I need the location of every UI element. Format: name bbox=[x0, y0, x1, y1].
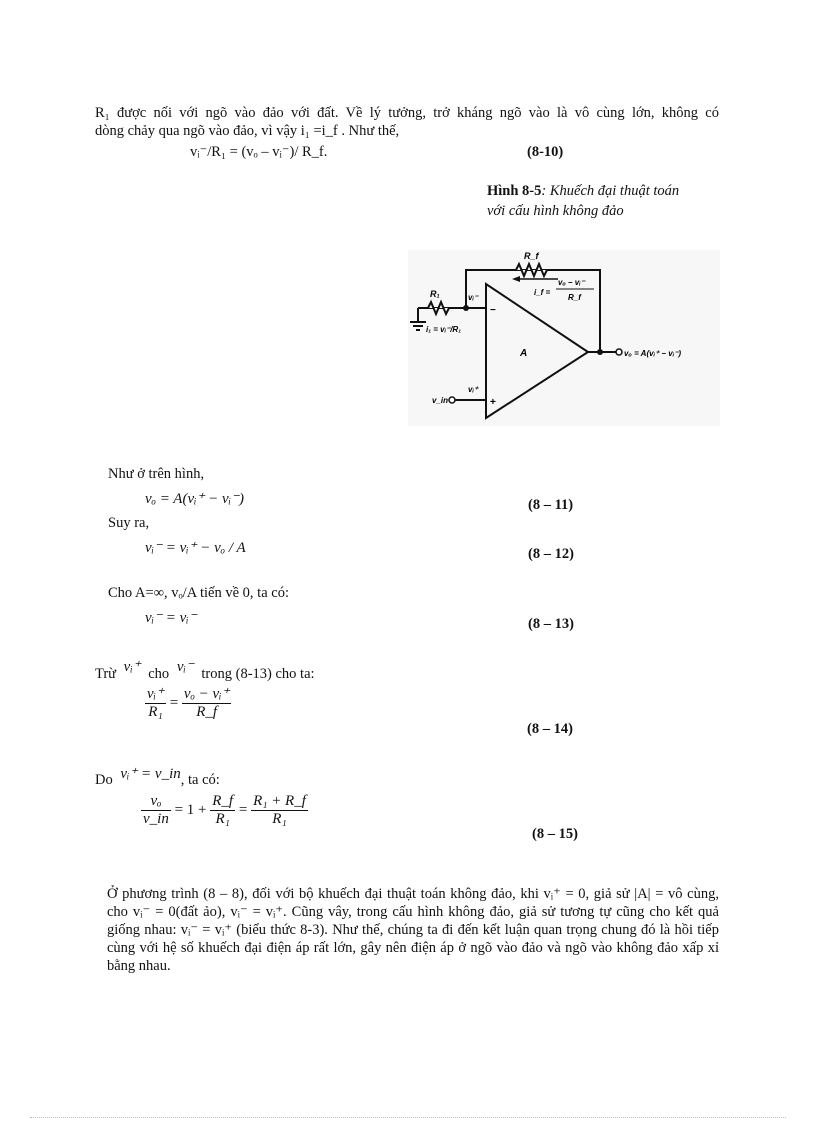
label-vi-plus: vᵢ⁺ bbox=[468, 385, 479, 394]
label-minus-sign: − bbox=[490, 305, 496, 316]
sentence-text: trong (8-13) cho ta: bbox=[201, 666, 315, 682]
sentence-as-shown: Như ở trên hình, bbox=[108, 466, 205, 482]
equation-8-10: vᵢ⁻/R₁ = (vₒ – vᵢ⁻)/ R_f. bbox=[190, 144, 328, 160]
fraction-numerator: R₁ + R_f bbox=[253, 793, 306, 809]
label-r1: R₁ bbox=[430, 289, 440, 299]
equation-8-11: vₒ = A(vᵢ⁺ − vᵢ⁻) bbox=[145, 491, 244, 507]
equation-8-15 bbox=[141, 793, 308, 828]
label-if: i_f = bbox=[534, 288, 551, 297]
inline-math: vᵢ⁺ = v_in bbox=[120, 766, 181, 782]
label-rf: R_f bbox=[524, 251, 539, 261]
equation-number: (8 – 11) bbox=[528, 497, 574, 513]
equation-number: (8 – 14) bbox=[527, 721, 573, 737]
label-vi-minus: vᵢ⁻ bbox=[468, 293, 479, 302]
junction-dot bbox=[597, 349, 603, 355]
fraction-denominator: R₁ bbox=[215, 811, 230, 827]
label-if-numerator: vₒ – vᵢ⁻ bbox=[558, 278, 585, 287]
fraction-numerator: R_f bbox=[212, 793, 234, 809]
paragraph-line: dòng chảy qua ngõ vào đảo, vì vậy i₁ =i_f . Như thế, bbox=[95, 123, 400, 139]
op-amp-circuit-diagram bbox=[408, 250, 720, 426]
figure-caption-text: với cấu hình không đảo bbox=[487, 203, 624, 219]
fraction-numerator: vₒ − vᵢ⁺ bbox=[183, 686, 230, 702]
paragraph-conclusion: Ở phương trình (8 – 8), đối với bộ khuếch đại thuật toán không đảo, khi vᵢ⁺ = 0, giả sử |A| = vô cùng, cho vᵢ⁻ = 0(đất ảo), vᵢ⁻ = vᵢ⁺. Cũng vây, trong cấu hình không đảo, giả sử tương tự cũng cho kết quả giống nhau: vᵢ⁻ = vᵢ⁺ (biểu thức 8-3). Như thế, chúng ta đi đến kết luận quan trọng chung đó là hồi tiếp cùng với hệ số khuếch đại điện áp rất lớn, gây nên điện áp ở ngõ vào đảo và ngõ vào không đảo xấp xỉ bằng nhau. bbox=[107, 886, 719, 974]
figure-label: Hình 8-5 bbox=[487, 183, 542, 199]
output-terminal bbox=[616, 349, 622, 355]
sentence-since bbox=[95, 766, 220, 789]
fraction-denominator: R_f bbox=[196, 704, 218, 720]
label-if-denominator: R_f bbox=[568, 293, 581, 302]
sentence-therefore: Suy ra, bbox=[108, 515, 150, 531]
fraction-denominator: v_in bbox=[143, 811, 169, 827]
equation-8-13: vᵢ⁻ = vᵢ⁻ bbox=[145, 610, 197, 626]
label-i1: i₁ = vᵢ⁻/R₁ bbox=[426, 325, 462, 334]
fraction-denominator: R₁ bbox=[148, 704, 163, 720]
fraction-numerator: vᵢ⁺ bbox=[147, 686, 164, 702]
equation-number: (8-10) bbox=[527, 144, 564, 160]
figure-caption bbox=[487, 181, 727, 221]
sentence-limit: Cho A=∞, vₒ/A tiến về 0, ta có: bbox=[108, 585, 289, 601]
equation-number: (8 – 15) bbox=[532, 826, 578, 842]
vin-terminal bbox=[449, 397, 455, 403]
label-vo: vₒ = A(vᵢ⁺ − vᵢ⁻) bbox=[624, 349, 681, 358]
inline-math: vᵢ⁺ bbox=[123, 659, 141, 675]
equation-number: (8 – 13) bbox=[528, 616, 574, 632]
fraction-denominator: R₁ bbox=[272, 811, 287, 827]
equation-8-12: vᵢ⁻ = vᵢ⁺ − vₒ / A bbox=[145, 540, 246, 556]
page-edge-rule bbox=[30, 1117, 786, 1118]
figure-caption-text: : Khuếch đại thuật toán bbox=[541, 183, 680, 199]
sentence-text: , ta có: bbox=[180, 772, 220, 788]
label-gain: A bbox=[520, 348, 528, 359]
paragraph-line: R₁ được nối với ngõ vào đảo với đất. Về lý tưởng, trở kháng ngõ vào là vô cùng lớn, không có bbox=[95, 105, 719, 121]
fraction-numerator: vₒ bbox=[141, 793, 171, 811]
sentence-text: Do bbox=[95, 772, 113, 788]
sentence-text: cho bbox=[148, 666, 170, 682]
equals-sign: = 1 + bbox=[174, 801, 207, 818]
equation-8-14 bbox=[145, 686, 231, 721]
paragraph-intro bbox=[95, 104, 719, 140]
equals-sign: = bbox=[169, 694, 179, 711]
junction-dot bbox=[463, 305, 469, 311]
sentence-subtract bbox=[95, 659, 315, 683]
equals-sign: = bbox=[238, 801, 248, 818]
label-plus-sign: + bbox=[490, 397, 496, 408]
equation-number: (8 – 12) bbox=[528, 546, 574, 562]
sentence-text: Trừ bbox=[95, 666, 117, 682]
label-vin: v_in bbox=[432, 396, 449, 405]
inline-math: vᵢ⁻ bbox=[176, 659, 194, 675]
